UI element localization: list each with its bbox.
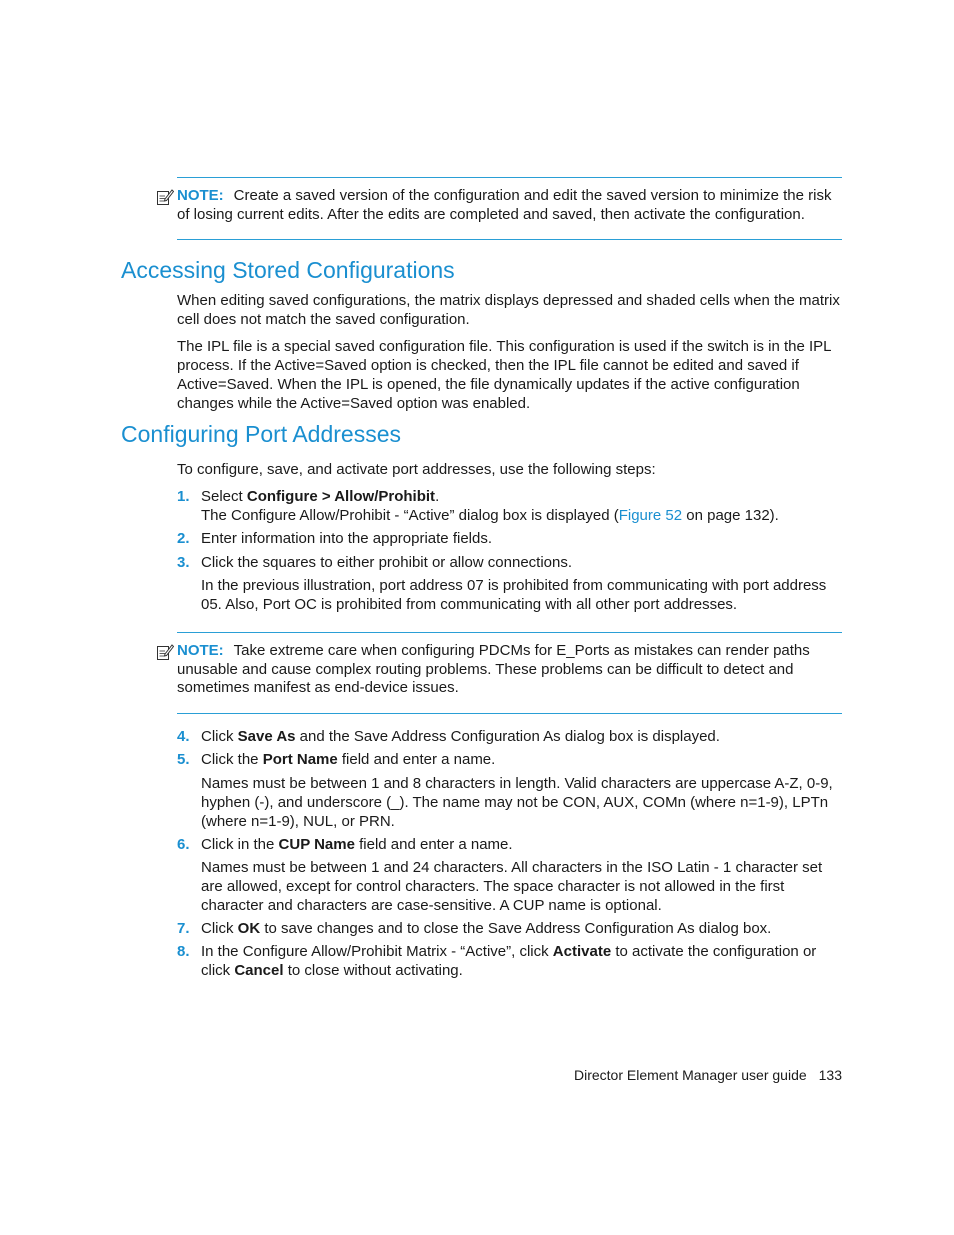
section1-paragraph-2: The IPL file is a special saved configuration file. This configuration is used if the switch is in the IPL process. If the Active=Saved option is checked, then the IPL file cannot be edited and saved if Active=Saved. When the IPL is opened, the file dynamically updates if the active configuration changes while the Active=Saved option was enabled.	[177, 338, 831, 412]
step-7-number: 7.	[177, 920, 190, 937]
step-5-port-name: Port Name	[262, 751, 338, 768]
step-8-cancel: Cancel	[234, 962, 284, 979]
step-7-text-post: to save changes and to close the Save Address Configuration As dialog box.	[260, 920, 772, 937]
step-5-text-pre: Click the	[201, 751, 263, 768]
step-7-ok: OK	[237, 920, 261, 937]
step-3	[177, 553, 842, 572]
page-footer	[574, 1067, 842, 1083]
step-8-text-post: to close without activating.	[283, 962, 463, 979]
note2	[177, 642, 842, 698]
note2-top-rule	[177, 632, 842, 633]
note1	[177, 187, 842, 224]
step-1-text-pre: Select	[201, 488, 247, 505]
step-6-text-post: field and enter a name.	[354, 836, 513, 853]
step-5-detail: Names must be between 1 and 8 characters in length. Valid characters are uppercase A-Z, 0-9, hyphen (-), and underscore (_). The name may not be CON, AUX, COMn (where n=1-9), LPTn (where n=1-9), NUL, or PRN.	[201, 775, 833, 830]
step-4-number: 4.	[177, 728, 190, 745]
figure-52-link[interactable]: Figure 52	[618, 507, 683, 524]
note-pencil-icon	[156, 188, 174, 206]
step-6-detail: Names must be between 1 and 24 characters. All characters in the ISO Latin - 1 character set are allowed, except for control characters. The space character is not allowed in the first character and characters are case-sensitive. A CUP name is optional.	[201, 859, 823, 914]
step-3-number: 3.	[177, 554, 190, 571]
step-8-text-pre: In the Configure Allow/Prohibit Matrix - “Active”, click	[201, 943, 553, 960]
heading-configuring-port-addresses: Configuring Port Addresses	[121, 421, 401, 447]
step-1-detail-pre: The Configure Allow/Prohibit - “Active” dialog box is displayed (	[201, 507, 619, 524]
step-4	[177, 727, 842, 746]
step-1	[177, 487, 842, 506]
step-8-text-mid: to activate the configuration or click	[201, 943, 817, 979]
note1-label: NOTE:	[177, 187, 224, 204]
step-8	[177, 942, 842, 980]
note1-text: Create a saved version of the configuration and edit the saved version to minimize the risk of losing current edits. After the edits are completed and saved, then activate the configuration.	[177, 187, 832, 223]
step-7	[177, 919, 842, 938]
step-2-text: Enter information into the appropriate fields.	[201, 530, 492, 547]
section1-paragraph-1: When editing saved configurations, the matrix displays depressed and shaded cells when the matrix cell does not match the saved configuration.	[177, 292, 840, 328]
step-4-text-pre: Click	[201, 728, 238, 745]
step-5-text-post: field and enter a name.	[337, 751, 496, 768]
note1-bottom-rule	[177, 239, 842, 240]
step-4-text-post: and the Save Address Configuration As dialog box is displayed.	[295, 728, 720, 745]
note2-label: NOTE:	[177, 642, 224, 659]
step-6-number: 6.	[177, 836, 190, 853]
step-8-activate: Activate	[552, 943, 612, 960]
step-1-text-post: .	[435, 488, 440, 505]
page-number: 133	[818, 1067, 842, 1083]
step-6	[177, 835, 842, 854]
step-8-number: 8.	[177, 943, 190, 960]
note-pencil-icon	[156, 643, 174, 661]
step-1-number: 1.	[177, 488, 190, 505]
step-7-text-pre: Click	[201, 920, 238, 937]
footer-title: Director Element Manager user guide	[573, 1067, 807, 1083]
step-1-menu-path: Configure > Allow/Prohibit	[246, 488, 436, 505]
note2-text: Take extreme care when configuring PDCMs for E_Ports as mistakes can render paths unusable and cause complex routing problems. These problems can be difficult to detect and sometimes manifest as end-device issues.	[177, 642, 810, 696]
heading-accessing-stored-configurations: Accessing Stored Configurations	[121, 257, 455, 283]
step-5	[177, 750, 842, 769]
step-2-number: 2.	[177, 530, 190, 547]
step-6-cup-name: CUP Name	[278, 836, 355, 853]
step-6-text-pre: Click in the	[201, 836, 279, 853]
step-3-text: Click the squares to either prohibit or allow connections.	[201, 554, 573, 571]
step-3-detail: In the previous illustration, port address 07 is prohibited from communicating with port address 05. Also, Port OC is prohibited from communicating with all other port addresses.	[201, 577, 827, 613]
section2-intro: To configure, save, and activate port addresses, use the following steps:	[177, 461, 656, 478]
step-1-detail	[201, 506, 842, 525]
step-4-save-as: Save As	[237, 728, 296, 745]
step-1-detail-post: on page 132).	[682, 507, 779, 524]
step-2	[177, 529, 842, 548]
note2-bottom-rule	[177, 713, 842, 714]
step-5-number: 5.	[177, 751, 190, 768]
note1-top-rule	[177, 177, 842, 178]
